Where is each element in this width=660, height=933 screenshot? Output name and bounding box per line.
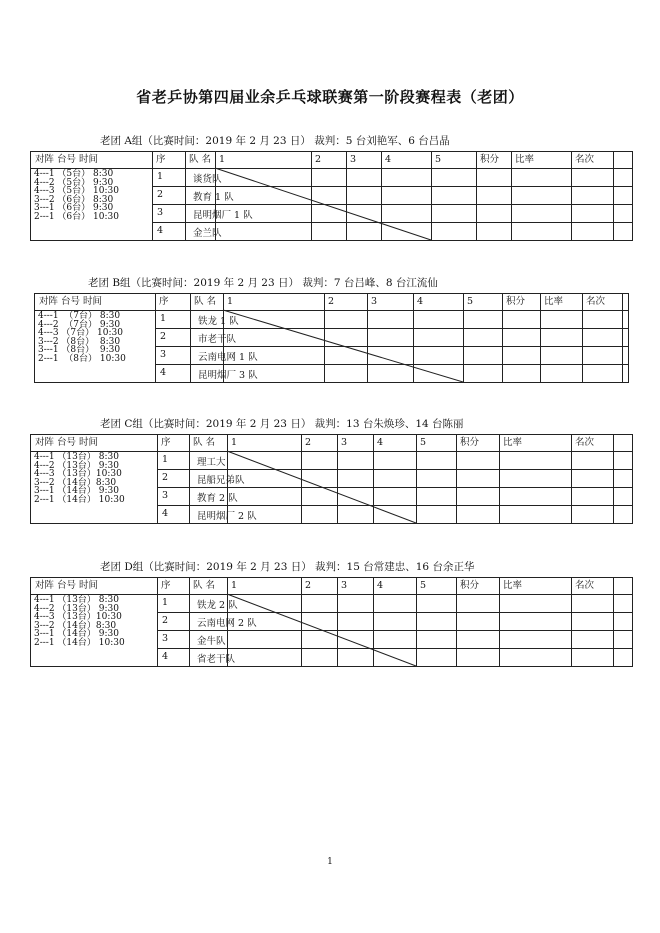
team-name: 昆明烟厂 1 队 (193, 210, 253, 221)
seq-number: 2 (162, 615, 169, 626)
page-number: 1 (327, 857, 333, 867)
seq-header: 序 (161, 580, 171, 591)
round-5-header: 5 (420, 580, 427, 591)
round-3-header: 3 (350, 154, 357, 165)
ratio-header: 比率 (515, 154, 535, 165)
team-name: 教育 2 队 (197, 493, 238, 504)
group-caption: 老团 D组（比赛时间：2019 年 2 月 23 日） 裁判：15 台常建忠、16 台余正华 (100, 561, 475, 573)
team-name: 云南电网 1 队 (198, 352, 258, 363)
seq-number: 1 (157, 171, 164, 182)
match-schedule: 4---1 （7台） 8:30 4---2 （7台） 9:30 4---3 （7台） 10:30 3---2 （8台） 8:30 3---1 （8台） 9:30 2---1 （8台） 10:30 (38, 311, 126, 364)
round-1-header: 1 (227, 296, 234, 307)
team-name: 市老干队 (198, 334, 237, 345)
seq-number: 4 (162, 651, 169, 662)
group-caption: 老团 A组（比赛时间：2019 年 2 月 23 日） 裁判：5 台刘艳军、6 台吕晶 (100, 135, 450, 147)
self-match-diagonal (31, 578, 632, 666)
seq-number: 3 (160, 349, 167, 360)
team-name: 省老干队 (197, 654, 236, 665)
team-header: 队 名 (189, 154, 212, 165)
points-header: 积分 (506, 296, 526, 307)
seq-header: 序 (159, 296, 169, 307)
ratio-header: 比率 (503, 437, 523, 448)
team-name: 谈货队 (193, 174, 222, 185)
seq-header: 序 (156, 154, 166, 165)
seq-number: 4 (160, 367, 167, 378)
team-name: 铁龙 2 队 (197, 600, 238, 611)
round-4-header: 4 (385, 154, 392, 165)
round-3-header: 3 (341, 437, 348, 448)
diagonal-line (227, 451, 416, 523)
team-header: 队 名 (194, 296, 217, 307)
team-name: 昆船兄弟队 (197, 475, 245, 486)
schedule-table (30, 577, 633, 667)
team-name: 云南电网 2 队 (197, 618, 257, 629)
seq-number: 3 (157, 207, 164, 218)
points-header: 积分 (480, 154, 500, 165)
round-5-header: 5 (467, 296, 474, 307)
round-4-header: 4 (377, 580, 384, 591)
matchup-header: 对阵 台号 时间 (39, 296, 103, 307)
team-name: 昆明烟厂 3 队 (198, 370, 258, 381)
team-name: 金牛队 (197, 636, 226, 647)
schedule-table (30, 434, 633, 524)
group-caption: 老团 B组（比赛时间：2019 年 2 月 23 日） 裁判：7 台吕峰、8 台江流仙 (88, 277, 438, 289)
match-schedule: 4---1 （5台） 8:30 4---2 （5台） 9:30 4---3 （5台） 10:30 3---2 （6台） 8:30 3---1 （6台） 9:30 2---1 （6台） 10:30 (34, 169, 119, 222)
team-name: 铁龙 1 队 (198, 316, 239, 327)
round-2-header: 2 (328, 296, 335, 307)
matchup-header: 对阵 台号 时间 (35, 437, 99, 448)
seq-number: 3 (162, 490, 169, 501)
round-1-header: 1 (231, 437, 238, 448)
team-name: 金兰队 (193, 228, 222, 239)
points-header: 积分 (460, 437, 480, 448)
matchup-header: 对阵 台号 时间 (35, 580, 99, 591)
ratio-header: 比率 (503, 580, 523, 591)
self-match-diagonal (35, 294, 628, 382)
schedule-table (30, 151, 633, 241)
team-name: 理工大 (197, 457, 226, 468)
seq-number: 1 (162, 597, 169, 608)
seq-number: 1 (162, 454, 169, 465)
team-header: 队 名 (193, 437, 216, 448)
self-match-diagonal (31, 435, 632, 523)
rank-header: 名次 (586, 296, 606, 307)
group-caption: 老团 C组（比赛时间：2019 年 2 月 23 日） 裁判：13 台朱焕珍、14 台陈丽 (100, 418, 464, 430)
matchup-header: 对阵 台号 时间 (35, 154, 99, 165)
round-2-header: 2 (305, 580, 312, 591)
seq-number: 1 (160, 313, 167, 324)
rank-header: 名次 (575, 154, 595, 165)
seq-number: 4 (157, 225, 164, 236)
round-4-header: 4 (417, 296, 424, 307)
round-2-header: 2 (305, 437, 312, 448)
round-5-header: 5 (420, 437, 427, 448)
round-1-header: 1 (219, 154, 226, 165)
diagonal-line (215, 168, 431, 240)
round-2-header: 2 (315, 154, 322, 165)
seq-number: 2 (157, 189, 164, 200)
team-name: 昆明烟厂 2 队 (197, 511, 257, 522)
ratio-header: 比率 (544, 296, 564, 307)
points-header: 积分 (460, 580, 480, 591)
seq-number: 4 (162, 508, 169, 519)
schedule-table (34, 293, 629, 383)
rank-header: 名次 (575, 580, 595, 591)
round-3-header: 3 (371, 296, 378, 307)
round-1-header: 1 (231, 580, 238, 591)
round-4-header: 4 (377, 437, 384, 448)
round-5-header: 5 (435, 154, 442, 165)
match-schedule: 4---1 （13台） 8:30 4---2 （13台） 9:30 4---3 （13台）10:30 3---2 （14台）8:30 3---1 （14台） 9:30 2---1 （14台） 10:30 (34, 452, 125, 505)
round-3-header: 3 (341, 580, 348, 591)
diagonal-line (227, 594, 416, 666)
seq-number: 3 (162, 633, 169, 644)
team-name: 教育 1 队 (193, 192, 234, 203)
seq-number: 2 (160, 331, 167, 342)
page-title: 省老乒协第四届业余乒乓球联赛第一阶段赛程表（老团） (136, 88, 524, 106)
match-schedule: 4---1 （13台） 8:30 4---2 （13台） 9:30 4---3 （13台）10:30 3---2 （14台）8:30 3---1 （14台） 9:30 2---1 （14台） 10:30 (34, 595, 125, 648)
team-header: 队 名 (193, 580, 216, 591)
rank-header: 名次 (575, 437, 595, 448)
seq-number: 2 (162, 472, 169, 483)
self-match-diagonal (31, 152, 632, 240)
diagonal-line (223, 310, 463, 382)
seq-header: 序 (161, 437, 171, 448)
